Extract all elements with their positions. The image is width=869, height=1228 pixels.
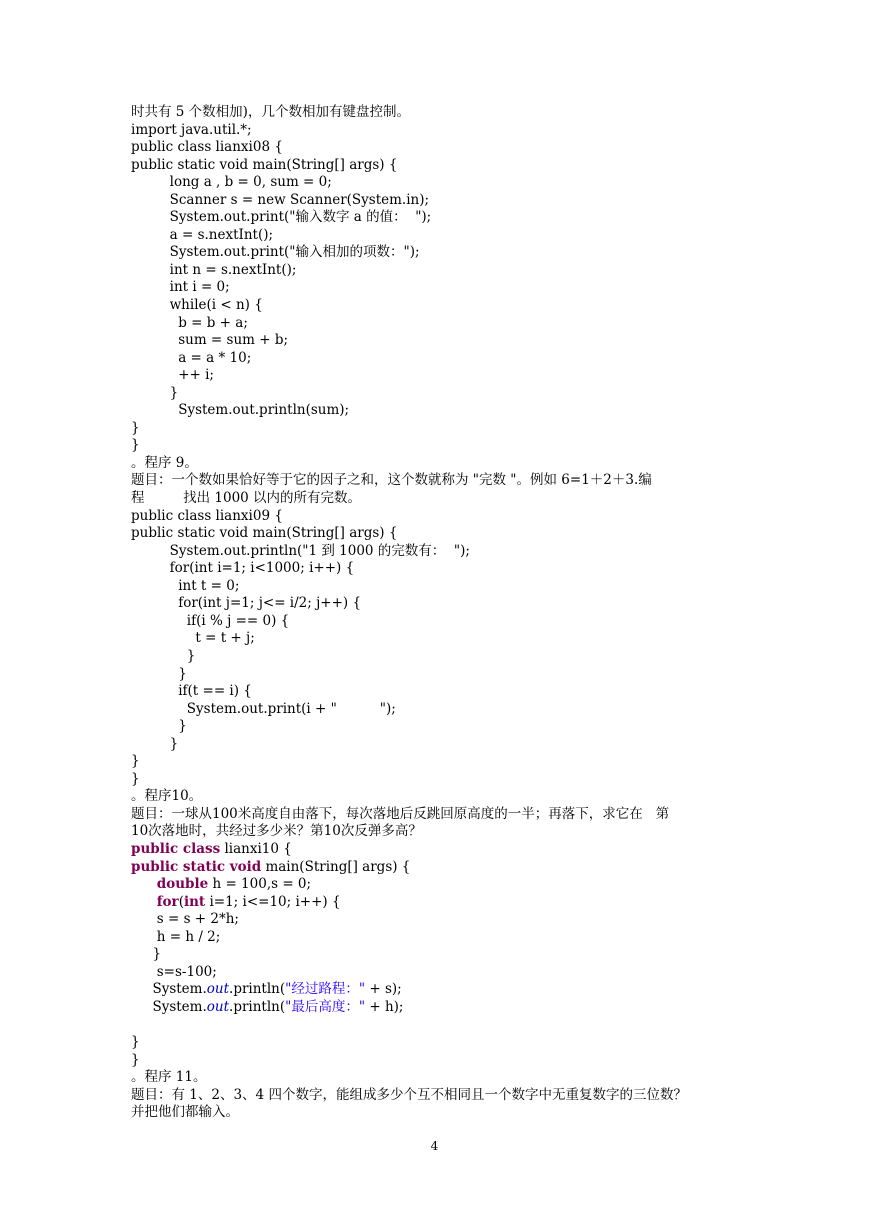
text-line: long a , b = 0, sum = 0;: [131, 174, 332, 191]
string-literal: "最后高度：": [285, 998, 366, 1015]
text-line: 题目：一个数如果恰好等于它的因子之和，这个数就称为 "完数 "。例如 6=1＋2＋3.编: [131, 472, 652, 489]
text-line: System.out.print("输入相加的项数：");: [131, 244, 420, 261]
page-number: 4: [430, 1139, 439, 1153]
text-line: 。程序 11。: [131, 1069, 207, 1086]
text-line: ++ i;: [131, 367, 214, 384]
text-line: import java.util.*;: [131, 121, 252, 138]
text-line: public class lianxi08 {: [131, 139, 283, 156]
text-line: for(int j=1; j<= i/2; j++) {: [131, 595, 362, 612]
code-text: System.: [131, 981, 207, 998]
field-name: out: [206, 998, 230, 1015]
text-line: }: [131, 384, 179, 401]
text-line: }: [131, 437, 140, 454]
code-line: [131, 876, 741, 894]
text-line: for(int i=1; i<1000; i++) {: [131, 560, 355, 577]
text-line: 时共有 5 个数相加)，几个数相加有键盘控制。: [131, 104, 410, 120]
text-line: }: [131, 647, 196, 664]
code-line: }: [131, 1051, 140, 1068]
text-line: a = s.nextInt();: [131, 226, 274, 243]
text-line: int n = s.nextInt();: [131, 261, 297, 278]
indent: [131, 876, 157, 892]
text-block-program-11: [131, 1069, 741, 1122]
code-text: (: [178, 893, 184, 910]
code-line: }: [131, 946, 162, 963]
page-content: [131, 104, 741, 1122]
code-line: [131, 981, 741, 999]
text-line: t = t + j;: [131, 630, 255, 647]
text-line: public static void main(String[] args) {: [131, 156, 398, 173]
code-text: lianxi10 {: [220, 840, 292, 857]
keyword: public static void: [131, 858, 262, 875]
indent: [131, 894, 157, 910]
text-line: public static void main(String[] args) {: [131, 525, 398, 542]
text-line: int t = 0;: [131, 577, 240, 594]
keyword: double: [156, 876, 209, 893]
text-line: }: [131, 718, 187, 735]
text-line: sum = sum + b;: [131, 332, 289, 349]
code-text: .println(: [229, 998, 286, 1015]
text-line: 题目：一球从100米高度自由落下，每次落地后反跳回原高度的一半；再落下，求它在 第: [131, 805, 670, 822]
text-line: b = b + a;: [131, 314, 248, 331]
text-line: }: [131, 665, 187, 682]
text-line: public class lianxi09 {: [131, 507, 283, 524]
keyword: public class: [131, 840, 221, 857]
text-line: 10次落地时，共经过多少米？第10次反弹多高？: [131, 823, 422, 840]
code-line: s=s-100;: [131, 963, 217, 980]
code-line: [131, 894, 741, 912]
code-block-lianxi10: [131, 841, 741, 1069]
text-line: }: [131, 735, 179, 752]
text-line: }: [131, 753, 140, 770]
keyword: for: [156, 893, 179, 910]
text-line: if(t == i) {: [131, 683, 252, 700]
text-line: 题目：有 1、2、3、4 四个数字，能组成多少个互不相同且一个数字中无重复数字的三位数？: [131, 1086, 687, 1103]
string-literal: "经过路程：": [285, 981, 366, 998]
code-line: h = h / 2;: [131, 928, 221, 945]
code-line: [131, 841, 741, 859]
text-line: System.out.println("1 到 1000 的完数有： ");: [131, 542, 470, 559]
code-text: h = 100,s = 0;: [208, 876, 312, 893]
code-line: [131, 1016, 741, 1034]
code-text: i=1; i<=10; i++) {: [205, 893, 341, 910]
text-line: 并把他们都输入。: [131, 1104, 239, 1121]
text-line: while(i < n) {: [131, 297, 263, 314]
text-line: System.out.print(i + " ");: [131, 700, 396, 717]
text-line: Scanner s = new Scanner(System.in);: [131, 191, 430, 208]
text-line: 。程序 9。: [131, 454, 198, 471]
text-line: System.out.println(sum);: [131, 402, 350, 419]
code-line: s = s + 2*h;: [131, 911, 239, 928]
code-text: main(String[] args) {: [261, 858, 411, 875]
code-line: [131, 999, 741, 1017]
code-line: }: [131, 1033, 140, 1050]
text-line: System.out.print("输入数字 a 的值： ");: [131, 209, 432, 226]
code-text: .println(: [229, 981, 286, 998]
text-block-programs-8-10: [131, 104, 741, 841]
text-line: }: [131, 419, 140, 436]
text-line: int i = 0;: [131, 279, 230, 296]
text-line: a = a * 10;: [131, 349, 252, 366]
field-name: out: [206, 981, 230, 998]
text-line: }: [131, 770, 140, 787]
code-text: + s);: [365, 981, 402, 998]
text-line: 程 找出 1000 以内的所有完数。: [131, 490, 362, 507]
code-text: System.: [131, 998, 207, 1015]
text-line: if(i % j == 0) {: [131, 612, 290, 629]
text-line: 。程序10。: [131, 788, 203, 805]
keyword: int: [183, 893, 206, 910]
code-text: + h);: [365, 998, 404, 1015]
code-line: [131, 859, 741, 877]
